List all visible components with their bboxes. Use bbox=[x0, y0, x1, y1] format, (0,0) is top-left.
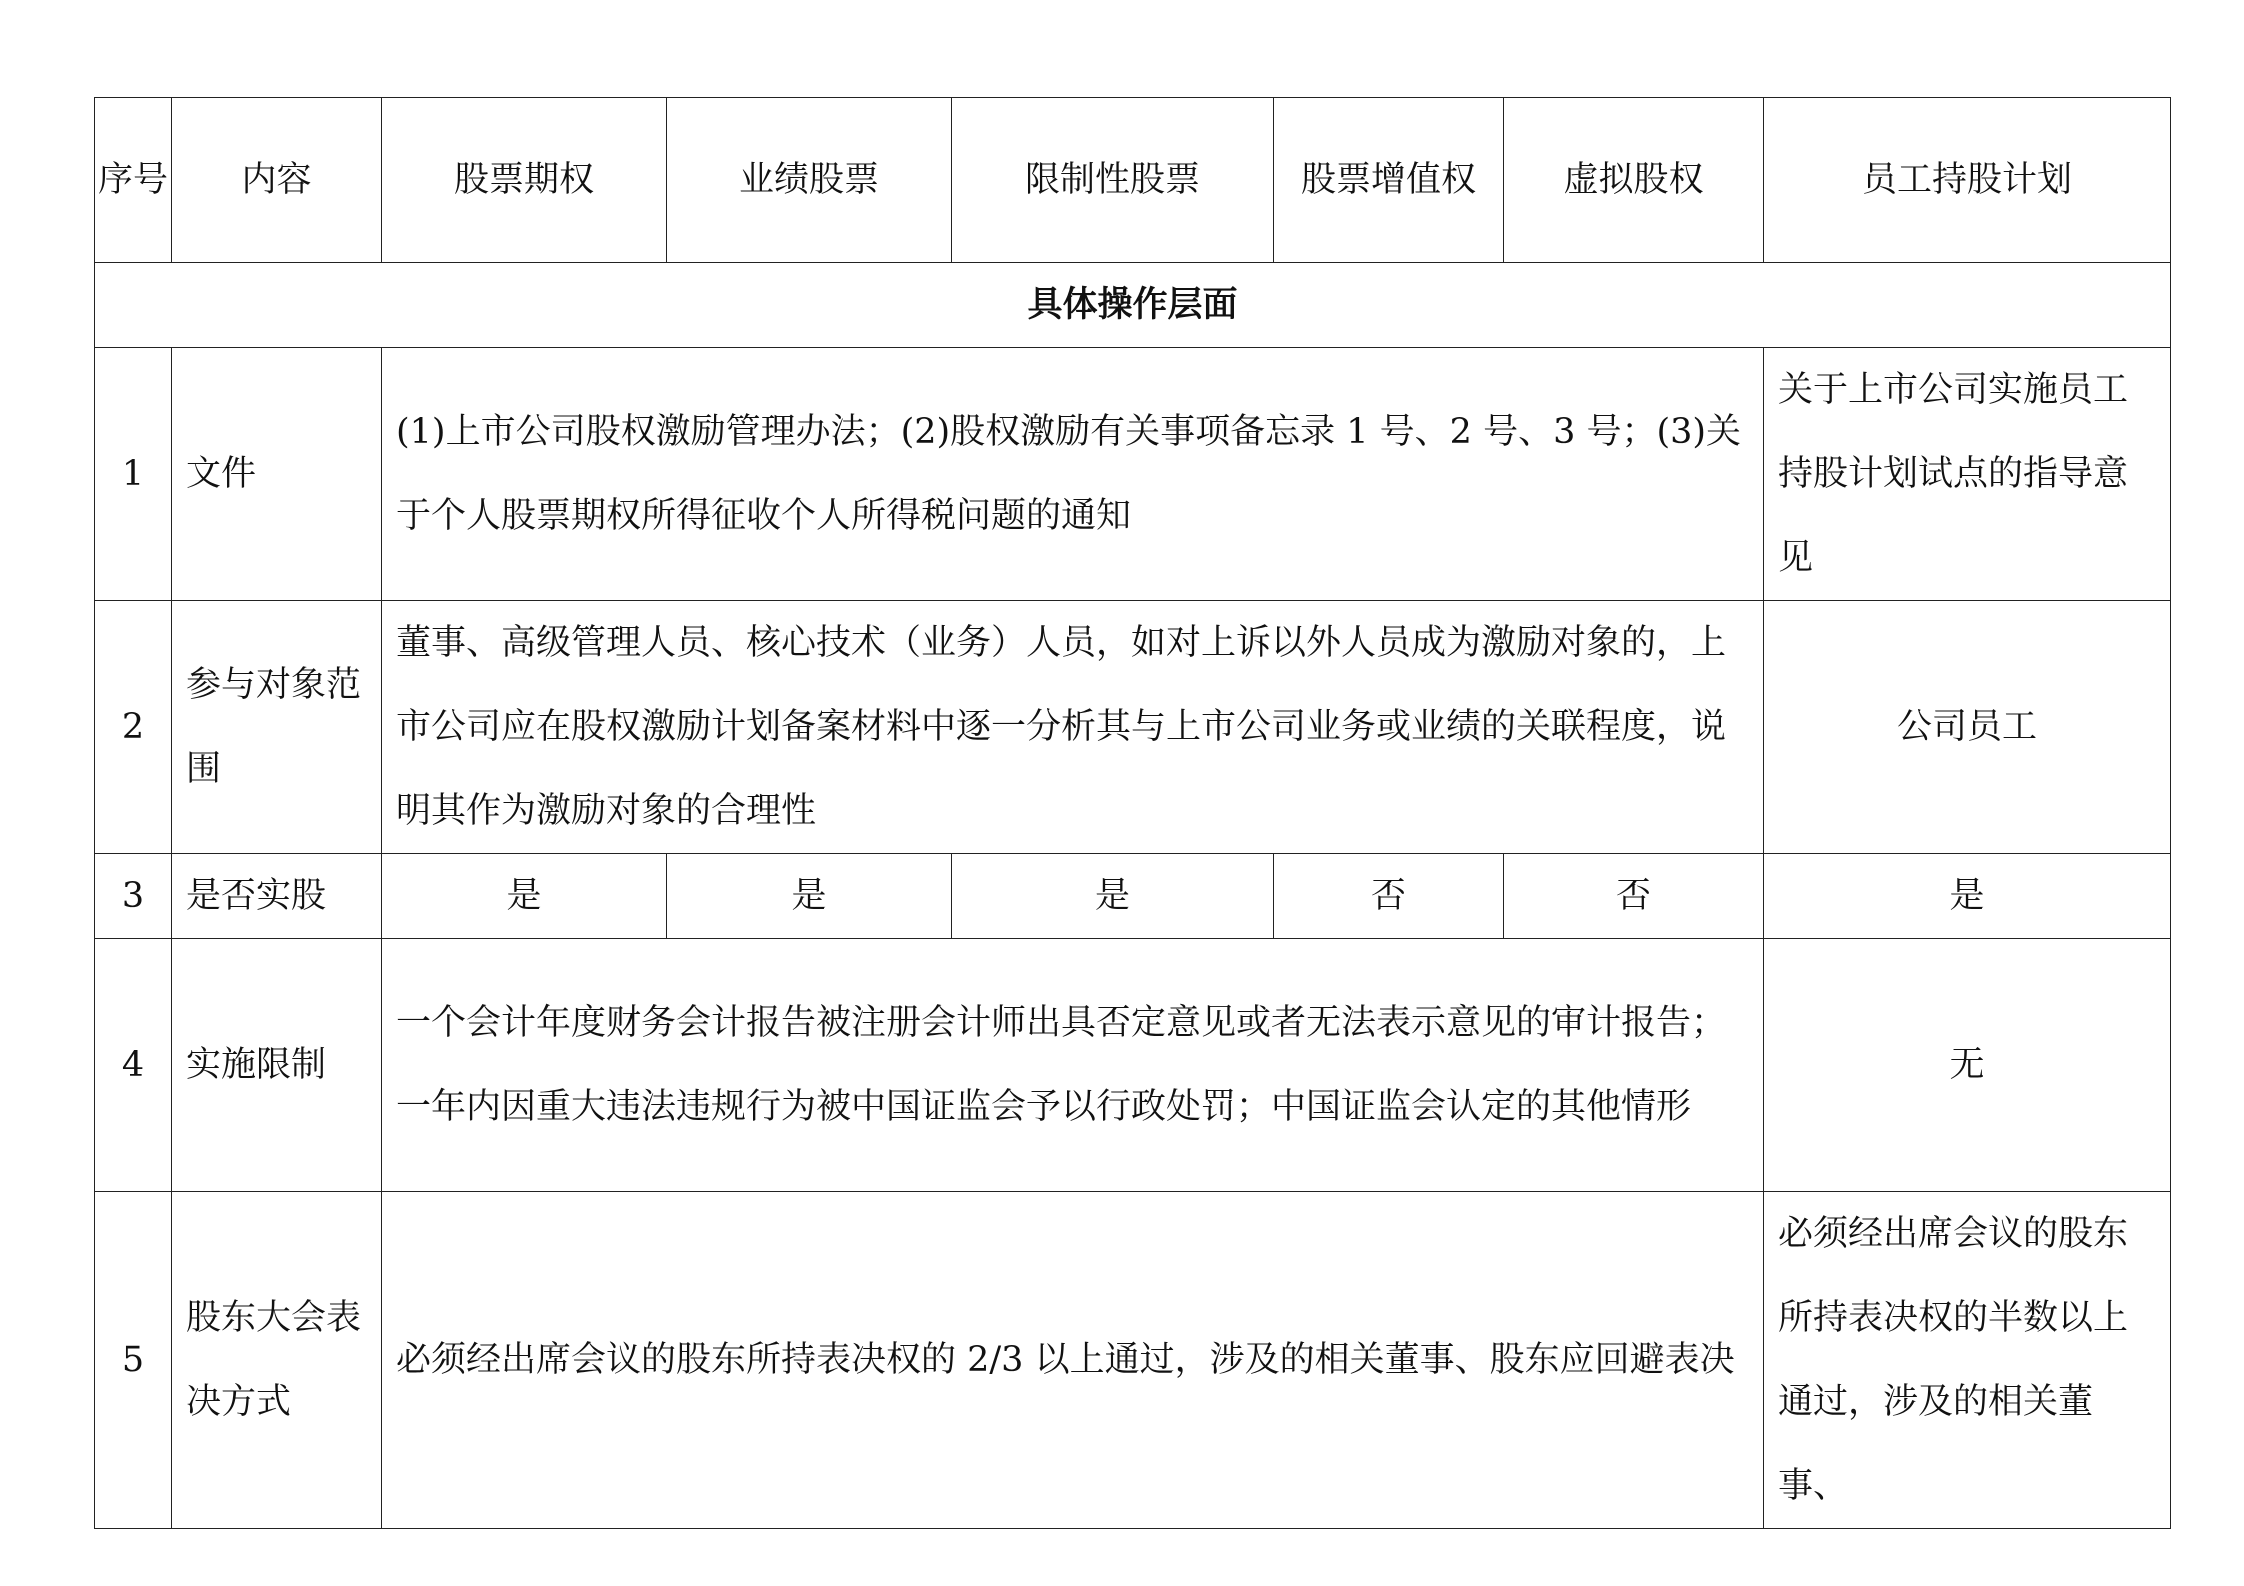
header-restricted-stock: 限制性股票 bbox=[952, 98, 1274, 263]
value-cell-esop: 是 bbox=[1764, 854, 2171, 939]
row-number: 5 bbox=[95, 1192, 172, 1529]
row-shared-cell: (1)上市公司股权激励管理办法；(2)股权激励有关事项备忘录 1 号、2 号、3 号；(3)关于个人股票期权所得征收个人所得税问题的通知 bbox=[382, 348, 1764, 601]
value-cell-virtual-equity: 否 bbox=[1504, 854, 1764, 939]
row-shared-cell: 必须经出席会议的股东所持表决权的 2/3 以上通过，涉及的相关董事、股东应回避表决 bbox=[382, 1192, 1764, 1529]
header-seq: 序号 bbox=[95, 98, 172, 263]
row-label: 参与对象范围 bbox=[172, 601, 382, 854]
row-number: 4 bbox=[95, 939, 172, 1192]
table-row bbox=[95, 601, 2171, 854]
row-label: 股东大会表决方式 bbox=[172, 1192, 382, 1529]
value-cell-restricted-stock: 是 bbox=[952, 854, 1274, 939]
table-row bbox=[95, 854, 2171, 939]
row-esop-cell: 公司员工 bbox=[1764, 601, 2171, 854]
comparison-table bbox=[94, 97, 2171, 1529]
row-shared-cell: 一个会计年度财务会计报告被注册会计师出具否定意见或者无法表示意见的审计报告；一年内因重大违法违规行为被中国证监会予以行政处罚；中国证监会认定的其他情形 bbox=[382, 939, 1764, 1192]
header-stock-options: 股票期权 bbox=[382, 98, 667, 263]
value-cell-performance-shares: 是 bbox=[667, 854, 952, 939]
section-row bbox=[95, 263, 2171, 348]
header-content: 内容 bbox=[172, 98, 382, 263]
row-number: 2 bbox=[95, 601, 172, 854]
row-esop-cell: 必须经出席会议的股东所持表决权的半数以上通过，涉及的相关董事、 bbox=[1764, 1192, 2171, 1529]
table-row bbox=[95, 939, 2171, 1192]
table-row bbox=[95, 348, 2171, 601]
row-esop-cell: 关于上市公司实施员工持股计划试点的指导意见 bbox=[1764, 348, 2171, 601]
value-cell-stock-options: 是 bbox=[382, 854, 667, 939]
header-stock-appreciation-rights: 股票增值权 bbox=[1274, 98, 1504, 263]
row-label: 实施限制 bbox=[172, 939, 382, 1192]
section-title: 具体操作层面 bbox=[95, 263, 2171, 348]
table-row bbox=[95, 1192, 2171, 1529]
header-row bbox=[95, 98, 2171, 263]
row-label: 文件 bbox=[172, 348, 382, 601]
header-virtual-equity: 虚拟股权 bbox=[1504, 98, 1764, 263]
value-cell-stock-appreciation-rights: 否 bbox=[1274, 854, 1504, 939]
header-esop: 员工持股计划 bbox=[1764, 98, 2171, 263]
row-number: 3 bbox=[95, 854, 172, 939]
row-number: 1 bbox=[95, 348, 172, 601]
header-performance-shares: 业绩股票 bbox=[667, 98, 952, 263]
row-shared-cell: 董事、高级管理人员、核心技术（业务）人员，如对上诉以外人员成为激励对象的，上市公司应在股权激励计划备案材料中逐一分析其与上市公司业务或业绩的关联程度，说明其作为激励对象的合理性 bbox=[382, 601, 1764, 854]
row-label: 是否实股 bbox=[172, 854, 382, 939]
row-esop-cell: 无 bbox=[1764, 939, 2171, 1192]
